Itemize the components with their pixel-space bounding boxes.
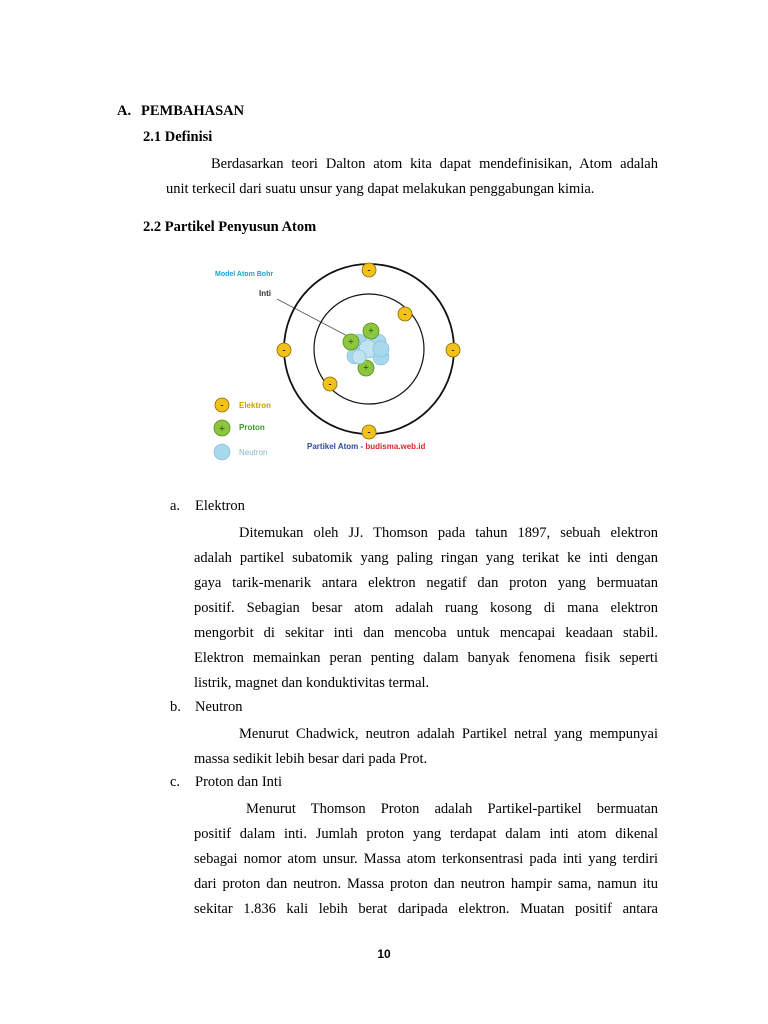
paragraph-line: Berdasarkan teori Dalton atom kita dapat mendefinisikan, Atom adalah (211, 156, 658, 172)
legend-neutron (214, 444, 267, 460)
subsection-heading-partikel: 2.2 Partikel Penyusun Atom (143, 219, 317, 235)
paragraph-line: Elektron memainkan peran penting dalam banyak fenomena fisik seperti (194, 650, 658, 666)
electron (362, 263, 376, 277)
inti-label: Inti (259, 289, 271, 298)
legend-proton (214, 420, 265, 436)
svg-text:-: - (451, 345, 455, 355)
list-marker: a. (170, 498, 181, 514)
electron (446, 343, 460, 357)
list-item-neutron (170, 699, 243, 716)
paragraph-line: positif dalam inti. Jumlah proton yang terdapat dalam inti atom dikenal (194, 826, 658, 842)
svg-text:-: - (367, 265, 371, 275)
paragraph-line: sebagai nomor atom unsur. Massa atom terkonsentrasi pada inti yang terdiri (194, 851, 658, 867)
svg-text:-: - (367, 427, 371, 437)
section-heading (117, 103, 244, 120)
svg-text:-: - (220, 400, 224, 410)
figure-title: Model Atom Bohr (215, 271, 274, 278)
paragraph-line: adalah partikel subatomik yang paling ringan yang terikat ke inti dengan (194, 550, 658, 566)
electron (398, 307, 412, 321)
list-label: Neutron (195, 699, 243, 715)
legend-elektron (215, 398, 271, 412)
list-item-proton (170, 774, 282, 791)
svg-text:Neutron: Neutron (239, 448, 268, 457)
proton-paragraph (194, 797, 658, 922)
paragraph-line: Menurut Thomson Proton adalah Partikel-partikel bermuatan (246, 801, 658, 817)
list-marker: c. (170, 774, 181, 790)
page-number: 10 (377, 947, 391, 961)
section-title: PEMBAHASAN (141, 103, 245, 119)
svg-text:-: - (282, 345, 286, 355)
list-label: Elektron (195, 498, 245, 514)
svg-text:+: + (363, 363, 369, 374)
svg-text:+: + (368, 326, 374, 337)
svg-text:Proton: Proton (239, 423, 265, 432)
nucleus (343, 323, 389, 376)
electron (323, 377, 337, 391)
paragraph-line: unit terkecil dari suatu unsur yang dapat melakukan penggabungan kimia. (166, 181, 595, 197)
figure-caption: Partikel Atom - budisma.web.id (307, 442, 426, 451)
paragraph-line: listrik, magnet dan konduktivitas termal. (194, 675, 430, 691)
paragraph-line: Ditemukan oleh JJ. Thomson pada tahun 1897, sebuah elektron (239, 525, 658, 541)
svg-text:Elektron: Elektron (239, 401, 272, 410)
list-marker: b. (170, 699, 181, 715)
electron (277, 343, 291, 357)
paragraph-line: positif. Sebagian besar atom adalah ruang kosong di mana elektron (194, 600, 658, 616)
svg-text:-: - (403, 309, 407, 319)
paragraph-line: mengorbit di sekitar inti dan mencoba untuk mencapai keadaan stabil. (194, 625, 658, 641)
list-item-elektron (170, 498, 245, 515)
paragraph-line: Menurut Chadwick, neutron adalah Partikel netral yang mempunyai (239, 726, 658, 742)
svg-text:+: + (348, 337, 354, 348)
svg-text:+: + (218, 423, 226, 435)
paragraph-line: sekitar 1.836 kali lebih berat daripada elektron. Muatan positif antara (194, 901, 658, 917)
neutron-paragraph (194, 722, 658, 772)
paragraph-line: massa sedikit lebih besar dari pada Prot. (194, 751, 428, 767)
elektron-paragraph (194, 521, 658, 696)
section-marker: A. (117, 103, 132, 119)
list-label: Proton dan Inti (195, 774, 282, 790)
subsection-heading-definisi: 2.1 Definisi (143, 129, 213, 145)
paragraph-line: gaya tarik-menarik antara elektron negatif dan proton yang bermuatan (194, 575, 658, 591)
definisi-paragraph (166, 152, 658, 202)
paragraph-line: dari proton dan neutron. Massa proton dan neutron hampir sama, namun itu (194, 876, 658, 892)
bohr-atom-figure (205, 258, 470, 463)
svg-text:-: - (328, 379, 332, 389)
electron (362, 425, 376, 439)
